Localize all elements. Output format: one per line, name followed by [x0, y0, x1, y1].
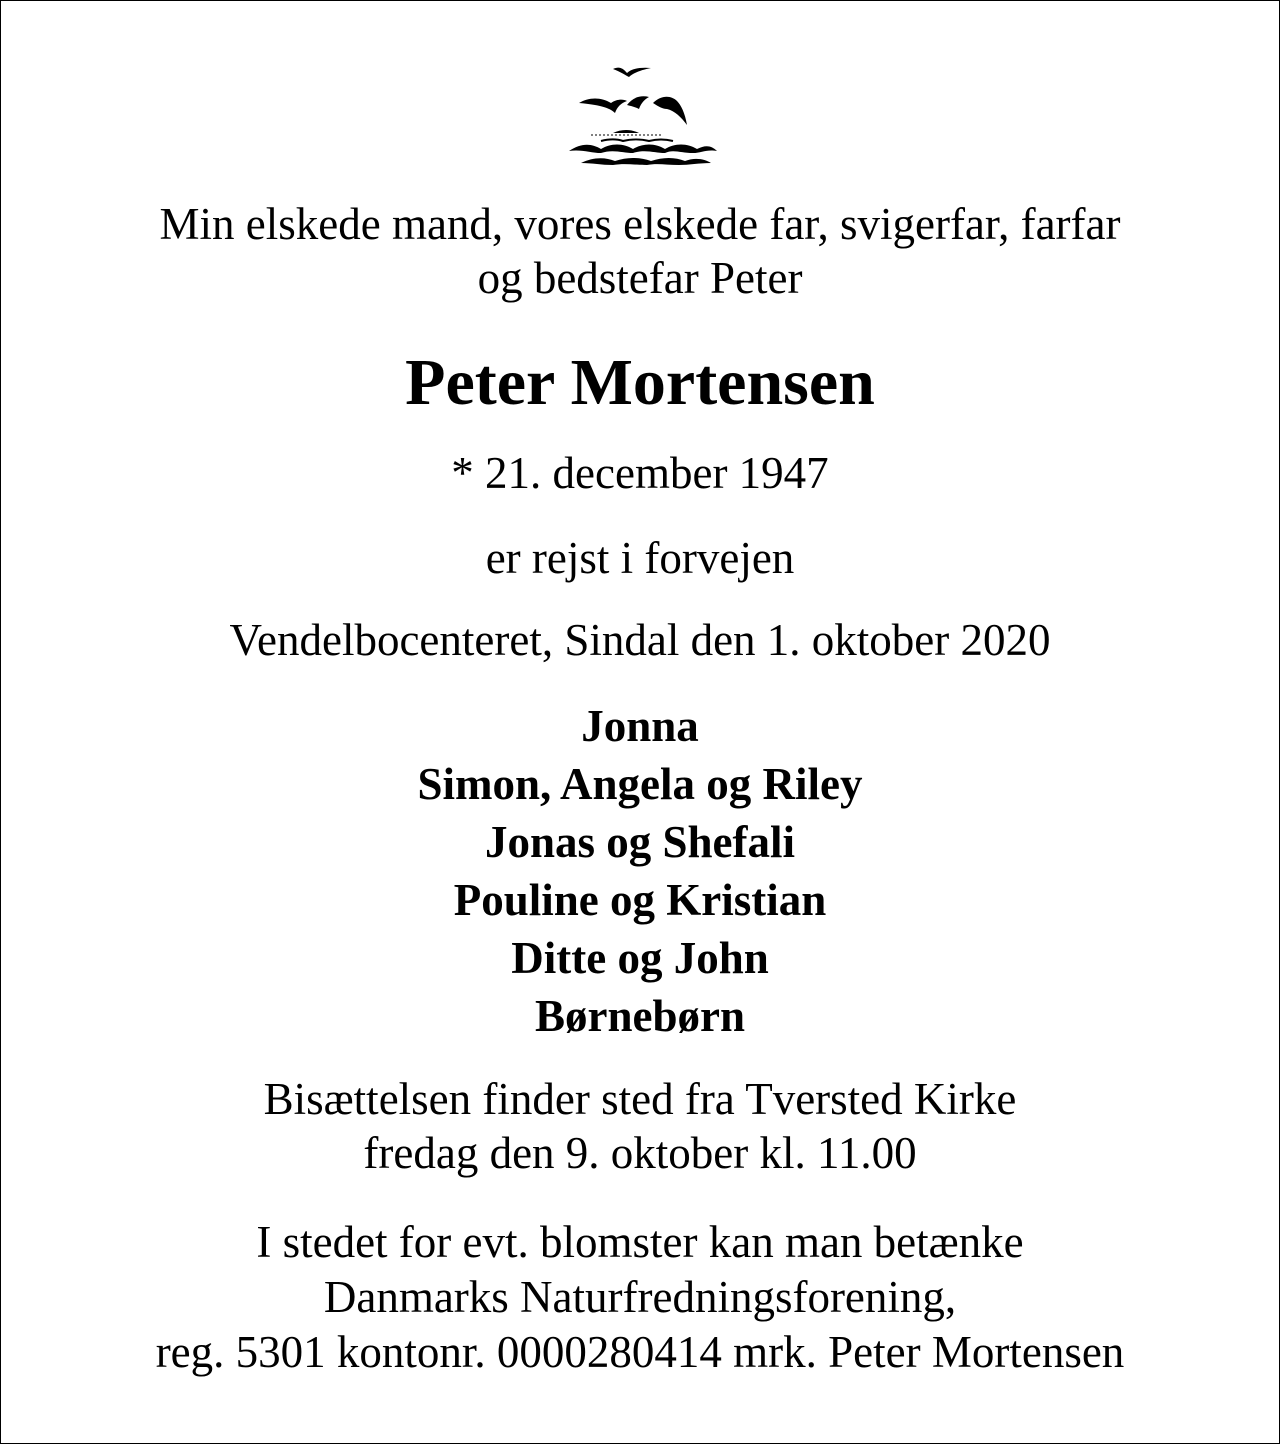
mourner-name: Jonas og Shefali: [484, 817, 796, 867]
intro-line: Min elskede mand, vores elskede far, svigerfar, farfar: [159, 199, 1121, 249]
donation-line: I stedet for evt. blomster kan man betænke: [256, 1217, 1024, 1267]
seagulls-over-waves-icon: [561, 59, 723, 171]
mourner-name: Simon, Angela og Riley: [417, 759, 863, 809]
place-and-date-of-death: Vendelbocenteret, Sindal den 1. oktober 2020: [229, 615, 1051, 665]
mourners-list: [1, 697, 1279, 1045]
funeral-details: [1, 1072, 1279, 1180]
mourner-name: Ditte og John: [511, 933, 769, 983]
mourner-name: Børnebørn: [534, 991, 745, 1041]
mourner-name: Pouline og Kristian: [453, 875, 827, 925]
intro-text: [1, 197, 1279, 305]
funeral-line: fredag den 9. oktober kl. 11.00: [363, 1128, 917, 1178]
funeral-line: Bisættelsen finder sted fra Tversted Kirke: [263, 1074, 1017, 1124]
mourner-name: Jonna: [581, 701, 699, 751]
donation-line: reg. 5301 kontonr. 0000280414 mrk. Peter Mortensen: [155, 1327, 1125, 1377]
donation-line: Danmarks Naturfredningsforening,: [323, 1272, 957, 1322]
donation-notice: [1, 1215, 1279, 1380]
intro-line: og bedstefar Peter: [477, 253, 803, 303]
passed-away-phrase: er rejst i forvejen: [485, 533, 795, 583]
birth-date: * 21. december 1947: [451, 448, 829, 498]
deceased-name: Peter Mortensen: [405, 346, 875, 419]
